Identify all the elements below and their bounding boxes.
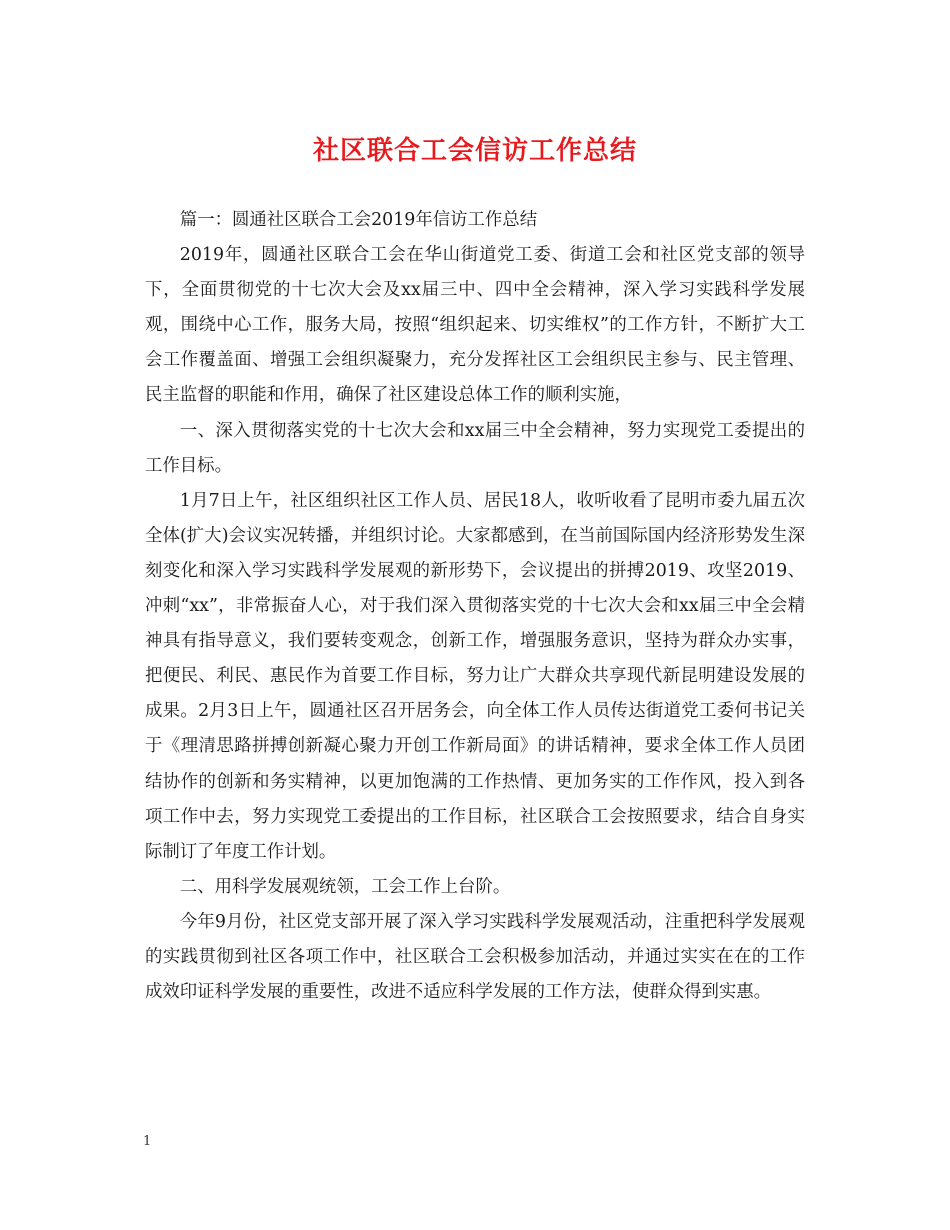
document-body [145, 203, 805, 1010]
page-number: 1 [143, 1134, 152, 1149]
paragraph: 2019年，圆通社区联合工会在华山街道党工委、街道工会和社区党支部的领导下，全面贯彻党的十七次大会及xx届三中、四中全会精神，深入学习实践科学发展观，围绕中心工作，服务大局，按照“组织起来、切实维权”的工作方针，不断扩大工会工作覆盖面、增强工会组织凝聚力，充分发挥社区工会组织民主参与、民主管理、民主监督的职能和作用，确保了社区建设总体工作的顺利实施， [145, 245, 805, 406]
document-title: 社区联合工会信访工作总结 [312, 136, 637, 166]
paragraph: 一、深入贯彻落实党的十七次大会和xx届三中全会精神，努力实现党工委提出的工作目标。 [145, 420, 805, 476]
paragraph: 二、用科学发展观统领，工会工作上台阶。 [179, 876, 511, 897]
paragraph: 今年9月份，社区党支部开展了深入学习实践科学发展观活动，注重把科学发展观的实践贯彻到社区各项工作中，社区联合工会积极参加活动，并通过实实在在的工作成效印证科学发展的重要性，改进不适应科学发展的工作方法，使群众得到实惠。 [145, 911, 805, 1003]
paragraph: 1月7日上午，社区组织社区工作人员、居民18人，收听收看了昆明市委九届五次全体(扩大)会议实况转播，并组织讨论。大家都感到，在当前国际国内经济形势发生深刻变化和深入学习实践科学发展观的新形势下，会议提出的拼搏2019、攻坚2019、冲刺“xx”，非常振奋人心，对于我们深入贯彻落实党的十七次大会和xx届三中全会精神具有指导意义，我们要转变观念，创新工作，增强服务意识，坚持为群众办实事，把便民、利民、惠民作为首要工作目标，努力让广大群众共享现代新昆明建设发展的成果。2月3日上午，圆通社区召开居务会，向全体工作人员传达街道党工委何书记关于《理清思路拼搏创新凝心聚力开创工作新局面》的讲话精神，要求全体工作人员团结协作的创新和务实精神，以更加饱满的工作热情、更加务实的工作作风，投入到各项工作中去，努力实现党工委提出的工作目标，社区联合工会按照要求，结合自身实际制订了年度工作计划。 [145, 490, 805, 862]
paragraph: 篇一：圆通社区联合工会2019年信访工作总结 [179, 210, 538, 230]
